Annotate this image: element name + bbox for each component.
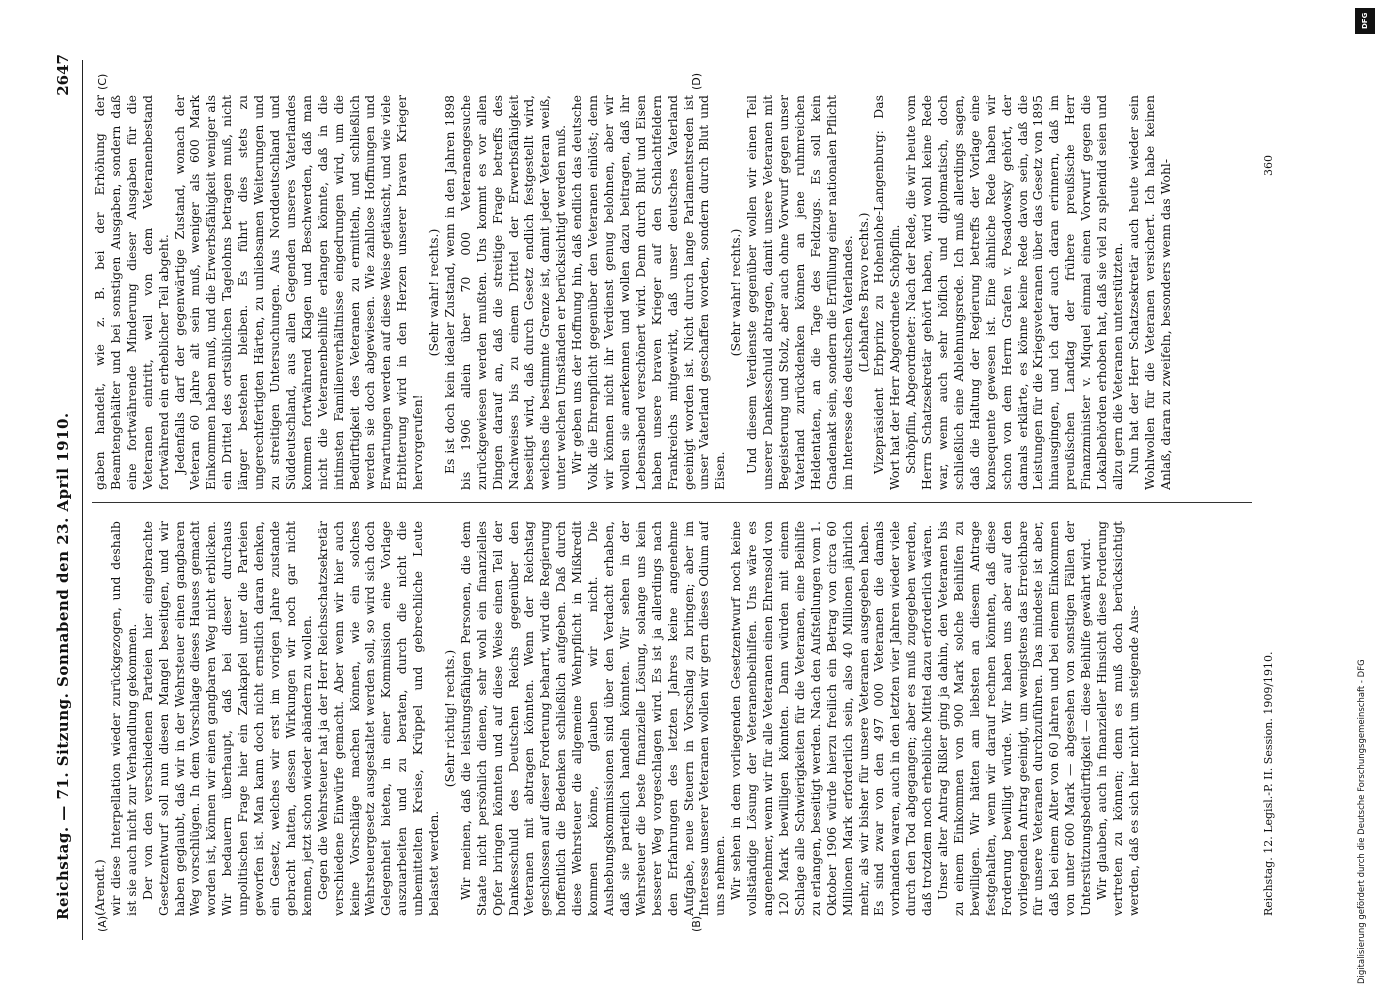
paragraph: Und diesem Verdienste gegenüber wollen wir einen Teil unserer Dankesschuld abtragen, damit unsere Veteranen mit Begeisterung und Stolz, aber auch ohne Vorwurf gegen unser Vaterland zurückdenken können an jene ruhmreichen Heldentaten, an die Tage des Feldzugs. Es soll kein Gnadenakt sein, sondern die Erfüllung einer nationalen Pflicht im Interesse des deutschen Vaterlandes. <box>744 95 855 490</box>
margin-marker-a: (A) <box>96 915 109 932</box>
interjection: (Sehr wahr! rechts.) <box>728 228 744 357</box>
paragraph: Schöpflin, Abgeordneter: Nach der Rede, die wir heute vom Herrn Schatzsekretär gehört haben, wird wohl keine Rede war, wenn auch sehr höflich und diplomatisch, doch schließlich eine Ablehnungsrede. Ich muß allerdings sagen, daß die Haltung der Regierung betreffs der Vorlage eine konsequente gewesen ist. Eine ähnliche Rede haben wir schon von dem Herrn Grafen v. Posadowsky gehört, der damals erklärte, es könne keine Rede davon sein, daß die Leistungen für die Kriegsveteranen über das Gesetz von 1895 hinausgingen, und ich darf auch daran erinnern, daß im preußischen Landtag der frühere preußische Herr Finanzminister v. Miquel einmal einen Vorwurf gegen die Lokalbehörden erhoben hat, daß sie viel zu splendid seien und allzu gern die Veteranen unterstützten. <box>903 95 1125 490</box>
paragraph: gaben handelt, wie z. B. bei der Erhöhung der Beamtengehälter und bei sonstigen Ausgaben, sondern daß eine fortwährende Minderung dieser Ausgaben für die Veteranen eintritt, weil von dem Veteranenbestand fortwährend ein erheblicher Teil abgeht. <box>92 95 171 490</box>
paragraph: Es ist doch kein idealer Zustand, wenn in den Jahren 1898 bis 1906 allein über 70 000 Veteranengesuche zurückgewiesen werden mußten. Uns kommt es vor allen Dingen darauf an, daß die streitige Frage betreffs des Nachweises bis zu einem Drittel der Erwerbsfähigkeit beseitigt wird, daß durch Gesetz endlich festgestellt wird, welches die bestimmte Grenze ist, damit jeder Veteran weiß, unter welchen Umständen er berücksichtigt werden muß. <box>441 95 569 490</box>
paragraph: Wir glauben, auch in finanzieller Hinsicht diese Forderung vertreten zu können; denn es muß doch berücksichtigt werden, daß es sich hier nicht um steigende Aus- <box>1094 521 1141 916</box>
interjection: (Lebhaftes Bravo rechts.) <box>855 212 871 373</box>
credit-text: Digitalisierung gefördert durch die Deutsche Forschungsgemeinschaft - DFG <box>1357 659 1367 984</box>
text-column-right <box>92 95 1252 490</box>
header-rule <box>82 60 83 940</box>
paragraph: Unser alter Antrag Rißler ging ja dahin, den Veteranen bis zu einem Einkommen von 900 Mark solche Beihilfen zu bewilligen. Wir hätten am liebsten an diesem Antrage festgehalten, wenn wir darauf rechnen könnten, daß diese Forderung bewilligt würde. Wir haben uns aber auf den vorliegenden Antrag geeinigt, um wenigstens das Erreichbare für unsere Veteranen durchzuführen. Das mindeste ist aber, daß bei einem Alter von 60 Jahren und bei einem Einkommen von unter 600 Mark — abgesehen von sonstigen Fällen der Unterstützungsbedürftigkeit — diese Beihilfe gewährt wird. <box>935 521 1094 916</box>
margin-marker-c: (C) <box>96 73 109 90</box>
paragraph: Wir meinen, daß die leistungsfähigen Personen, die dem Staate nicht persönlich dienen, sehr wohl ein finanzielles Opfer bringen könnten und auf diese Weise einen Teil der Dankesschuld des Deutschen Reichs gegenüber den Veteranen mit abtragen könnten. Wenn der Reichstag geschlossen auf dieser Forderung beharrt, wird die Regierung hoffentlich die Bedenken schließlich aufgeben. Daß durch diese Wehrsteuer die allgemeine Wehrpflicht in Mißkredit kommen könne, glauben wir nicht. Die Aushebungskommissionen sind über den Verdacht erhaben, daß sie parteilich handeln könnten. Wir sehen in der Wehrsteuer die beste finanzielle Lösung, solange uns kein besserer Weg vorgeschlagen wird. Es ist ja allerdings nach den Erfahrungen des letzten Jahres keine angenehme Aufgabe, neue Steuern in Vorschlag zu bringen; aber im Interesse unserer Veteranen wollen wir gern dieses Odium auf uns nehmen. <box>457 521 728 916</box>
column-divider <box>92 502 1252 503</box>
paragraph: Vizepräsident Erbprinz zu Hohenlohe-Langenburg: Das Wort hat der Herr Abgeordnete Schöpflin. <box>871 95 903 490</box>
footer-session-info: Reichstag. 12. Legisl.-P. II. Session. 1909/1910. <box>1262 651 1275 916</box>
page-number: 2647 <box>54 54 72 96</box>
running-title: Reichstag. — 71. Sitzung. Sonnabend den 23. April 1910. <box>54 412 72 920</box>
text-column-left <box>92 521 1252 916</box>
sheet-number: 360 <box>1262 155 1275 176</box>
dfg-logo: DFG <box>1355 8 1375 34</box>
speaker-label: (Arendt.) <box>92 859 107 916</box>
paragraph: Gegen die Wehrsteuer hat ja der Herr Reichsschatzsekretär verschiedene Einwürfe gemacht. Aber wenn wir hier auch keine Vorschläge machen können, wie ein solches Wehrsteuergesetz ausgestaltet werden soll, so wird sich doch Gelegenheit bieten, in einer Kommission eine Vorlage auszuarbeiten und zu beraten, durch die nicht die unbemittelten Kreise, Krüppel und gebrechliche Leute belastet werden. <box>314 521 442 916</box>
digitization-credit <box>1355 8 1377 992</box>
paragraph: Wir geben uns der Hoffnung hin, daß endlich das deutsche Volk die Ehrenpflicht gegenüber den Veteranen einlöst; denn wir können nicht ihr Verdienst genug belohnen, aber wir wollen sie anerkennen und wollen dazu beitragen, daß ihr Lebensabend verschönert wird. Denn durch Blut und Eisen haben unsere braven Krieger auf den Schlachtfeldern Frankreichs mitgewirkt, daß unser deutsches Vaterland geeinigt worden ist. Nicht durch lange Parlamentsreden ist unser Vaterland geschaffen worden, sondern durch Blut und Eisen. <box>569 95 728 490</box>
page-header <box>52 40 74 960</box>
interjection: (Sehr wahr! rechts.) <box>426 228 442 357</box>
paragraph: wir diese Interpellation wieder zurückgezogen, und deshalb ist sie auch nicht zur Verhandlung gekommen. <box>107 521 139 916</box>
paragraph: Wir sehen in dem vorliegenden Gesetzentwurf noch keine vollständige Lösung der Veteranenbeihilfen. Uns wäre es angenehmer, wenn wir für alle Veteranen einen Ehrensold von 120 Mark bewilligen könnten. Dann würden mit einem Schlage alle Schwierigkeiten für die Veteranen, eine Beihilfe zu erlangen, beseitigt werden. Nach den Aufstellungen vom 1. Oktober 1906 würde hierzu freilich ein Betrag von circa 60 Millionen Mark erforderlich sein, also 40 Millionen jährlich mehr, als wir bisher für unsere Veteranen ausgegeben haben. Es sind zwar von den 497 000 Veteranen die damals vorhanden waren, auch in den letzten vier Jahren wieder viele durch den Tod abgegangen; aber es muß zugegeben werden, daß trotzdem noch erhebliche Mittel dazu erforderlich wären. <box>728 521 935 916</box>
paragraph: Nun hat der Herr Schatzsekretär auch heute wieder sein Wohlwollen für die Veteranen versichert. Ich habe keinen Anlaß, daran zu zweifeln, besonders wenn das Wohl- <box>1125 95 1173 490</box>
page-footer <box>1262 36 1276 916</box>
interjection: (Sehr richtig! rechts.) <box>441 649 457 788</box>
paragraph: Jedenfalls darf der gegenwärtige Zustand, wonach der Veteran 60 Jahre alt sein muß, weniger als 600 Mark Einkommen haben muß, und die Erwerbsfähigkeit weniger als ein Drittel des ortsüblichen Tagelohns betragen muß, nicht länger bestehen bleiben. Es führt dies stets zu ungerechtfertigten Härten, zu unliebsamen Weiterungen und zu streitigen Untersuchungen. Aus Norddeutschland und Süddeutschland, aus allen Gegenden unseres Vaterlandes kommen fortwährend Klagen und Beschwerden, daß man nicht die Veteranenbeihilfe erlangen könnte, daß in die intimsten Familienverhältnisse eingedrungen wird, um die Bedürftigkeit des Veteranen zu ermitteln, und schließlich werden sie doch abgewiesen. Wie zahllose Hoffnungen und Erwartungen werden auf diese Weise getäuscht, und wie viele Erbitterung wird in den Herzen unserer braven Krieger hervorgerufen! <box>171 95 426 490</box>
margin-marker-b: (B) <box>690 915 703 932</box>
margin-marker-d: (D) <box>690 72 703 90</box>
paragraph: Der von den verschiedenen Parteien hier eingebrachte Gesetzentwurf soll nun diesen Mangel beseitigen, und wir haben geglaubt, daß wir in der Wehrsteuer einen gangbaren Weg vorschlügen. In dem Vorschlage dieses Hauses gemacht worden ist, können wir einen gangbaren Weg nicht erblicken. Wir bedauern überhaupt, daß bei dieser durchaus unpolitischen Frage hier ein Zankapfel unter die Parteien geworfen ist. Man kann doch nicht ernstlich daran denken, ein Gesetz, welches wir erst im vorigen Jahre zustande gebracht hatten, dessen Wirkungen wir noch gar nicht kennen, jetzt schon wieder abändern zu wollen. <box>139 521 314 916</box>
